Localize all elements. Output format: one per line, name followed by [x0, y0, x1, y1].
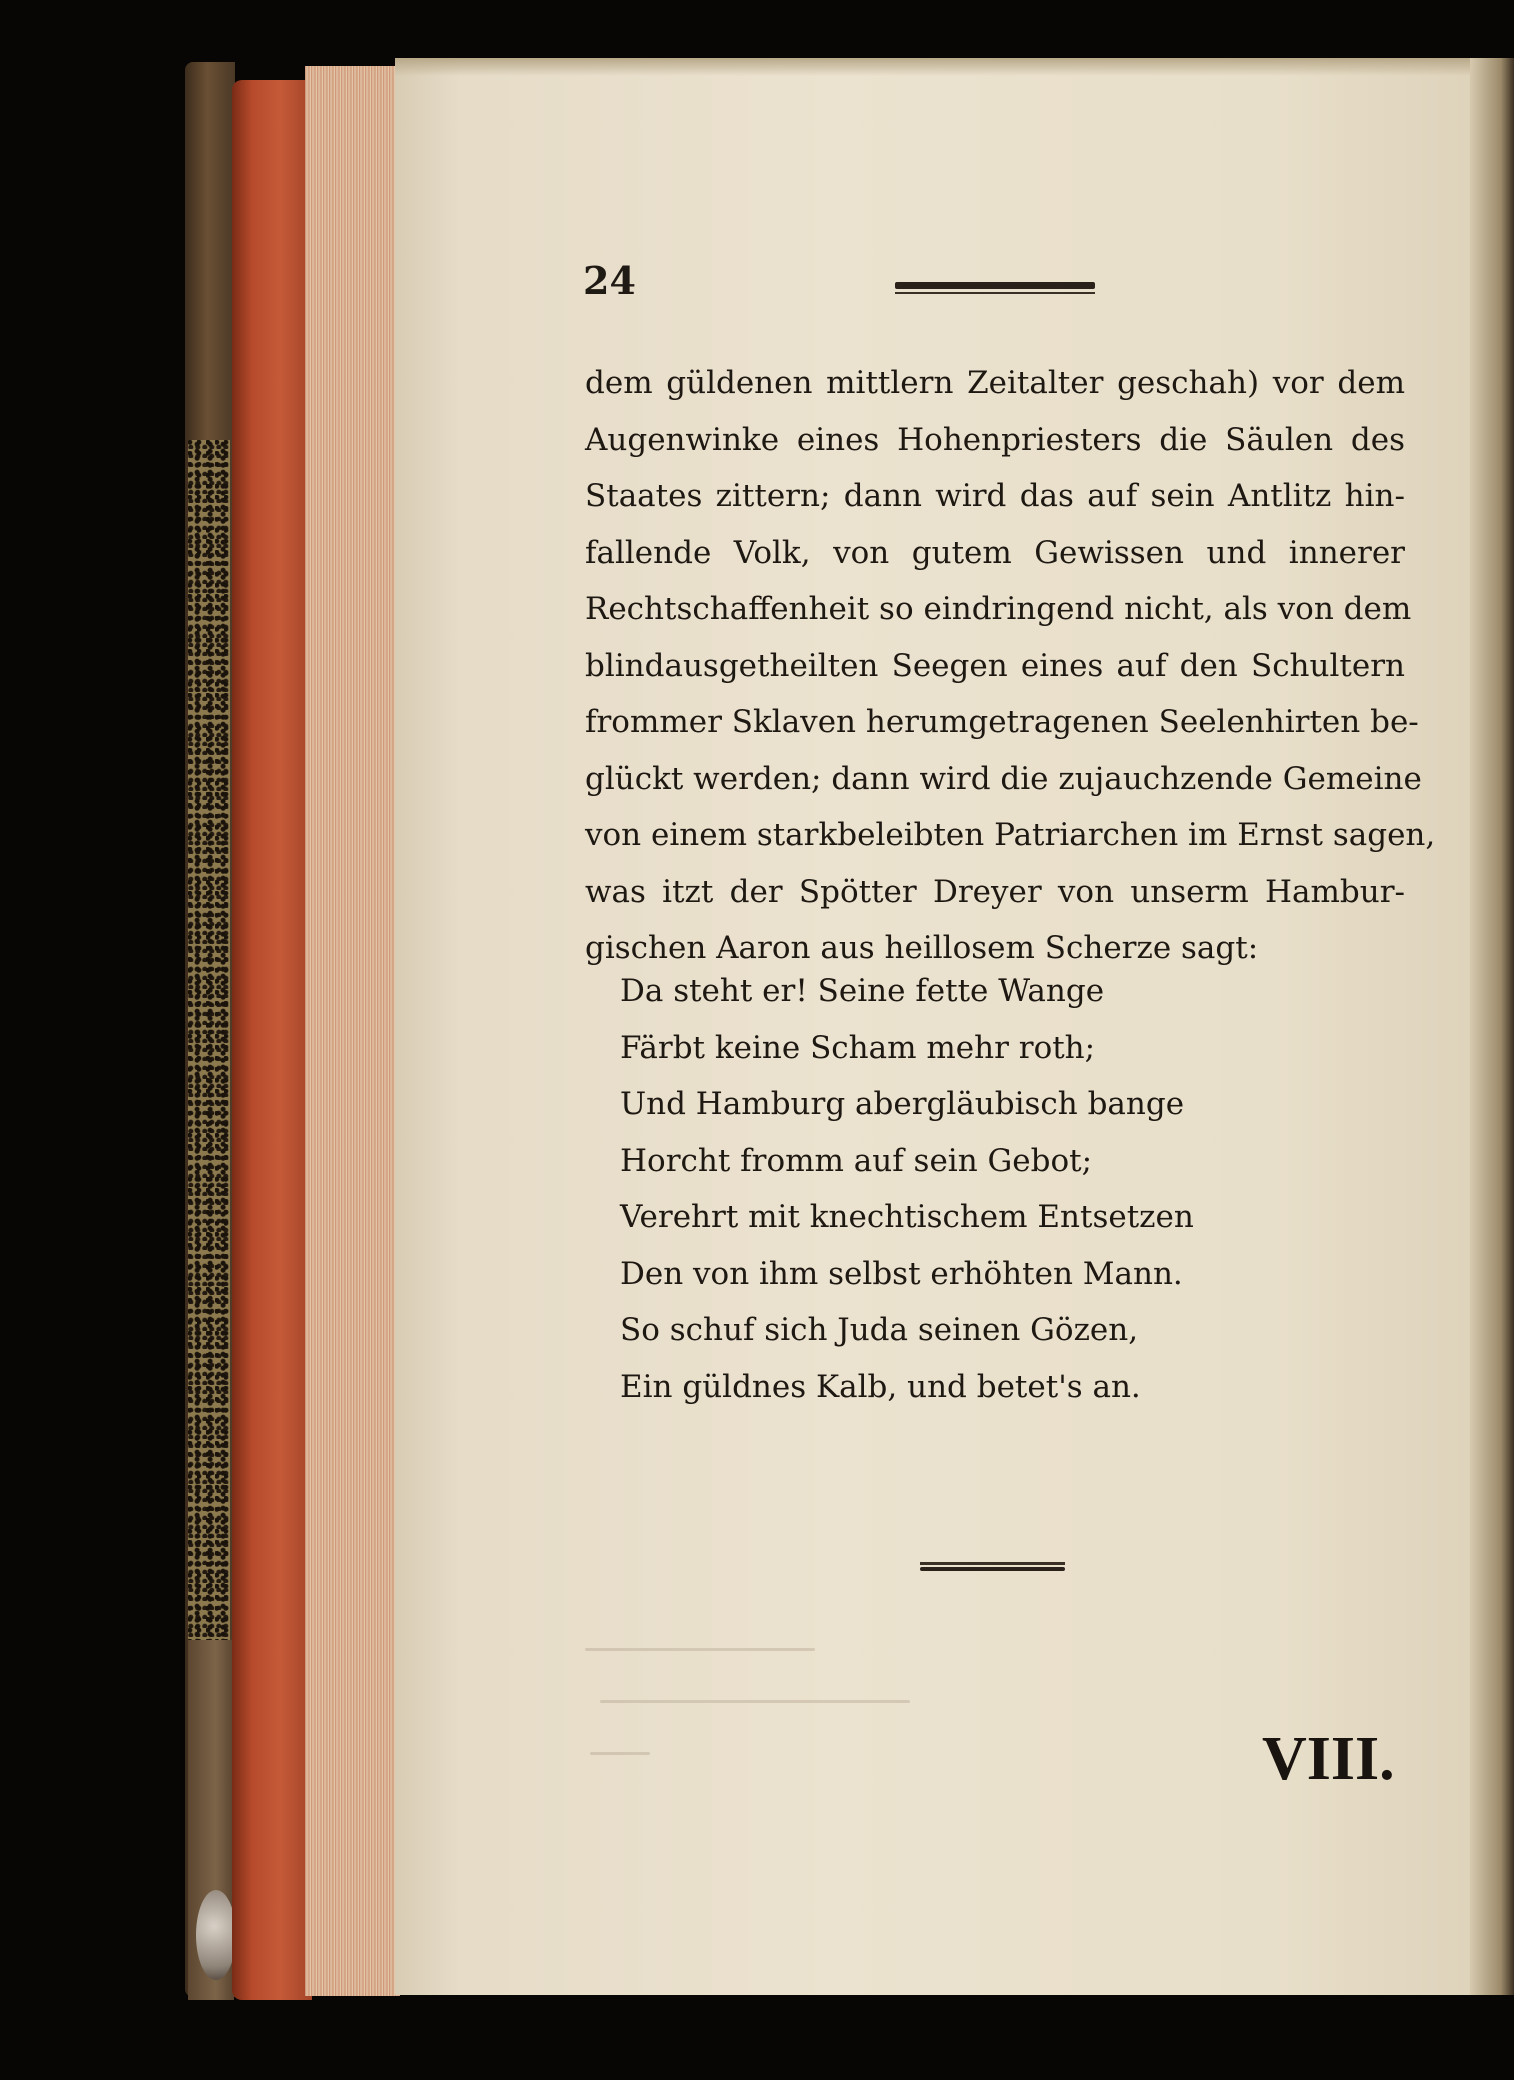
text-line: gischen Aaron aus heillosem Scherze sagt: — [585, 930, 1259, 966]
bleed-through-mark — [600, 1700, 910, 1703]
text-line: blindausgetheilten Seegen eines auf den Schultern — [585, 647, 1405, 684]
section-end-rule — [920, 1562, 1065, 1572]
bleed-through-mark — [585, 1648, 815, 1651]
text-line: Rechtschaffenheit so eindringend nicht, als von dem — [585, 591, 1412, 627]
header-rule — [895, 282, 1095, 296]
text-line: dem güldenen mittlern Zeitalter geschah) vor dem — [585, 365, 1405, 401]
page-top-shade — [395, 58, 1495, 76]
header-rule-thick — [895, 282, 1095, 289]
marbled-cover-edge — [188, 440, 230, 1640]
verse-line: Ein güldnes Kalb, und betet's an. — [620, 1368, 1141, 1405]
verse-line: Den von ihm selbst erhöhten Mann. — [620, 1255, 1183, 1292]
text-line: fallende Volk, von gutem Gewissen und innerer — [585, 534, 1405, 571]
verse-line: Da steht er! Seine fette Wange — [620, 973, 1105, 1009]
text-line: Staates zittern; dann wird das auf sein Antlitz hin- — [585, 478, 1405, 514]
text-line: Augenwinke eines Hohenpriesters die Säulen des — [585, 421, 1405, 458]
cover-wear-mark — [196, 1890, 236, 1980]
page-number: 24 — [583, 258, 636, 303]
end-rule-thin — [920, 1562, 1065, 1565]
bleed-through-mark — [590, 1752, 650, 1755]
catchword: VIII. — [1262, 1725, 1395, 1793]
text-line: glückt werden; dann wird die zujauchzende Gemeine — [585, 760, 1422, 797]
end-rule-thick — [920, 1567, 1065, 1571]
text-line: frommer Sklaven herumgetragenen Seelenhirten be- — [585, 704, 1419, 740]
verse-line: So schuf sich Juda seinen Gözen, — [620, 1312, 1139, 1348]
verse-line: Verehrt mit knechtischem Entsetzen — [620, 1199, 1194, 1235]
body-text — [585, 355, 1436, 977]
header-rule-thin — [895, 292, 1095, 294]
verse-line: Und Hamburg abergläubisch bange — [620, 1086, 1185, 1122]
verse-block — [620, 963, 1260, 1415]
verse-line: Horcht fromm auf sein Gebot; — [620, 1142, 1093, 1179]
text-line: was itzt der Spötter Dreyer von unserm Hambur- — [585, 873, 1405, 910]
page-gutter-shadow — [1470, 58, 1514, 1995]
verse-line: Färbt keine Scham mehr roth; — [620, 1029, 1096, 1066]
red-page-edges — [232, 80, 312, 2000]
page-stack-edges — [305, 66, 400, 1996]
text-line: von einem starkbeleibten Patriarchen im Ernst sagen, — [585, 817, 1436, 853]
